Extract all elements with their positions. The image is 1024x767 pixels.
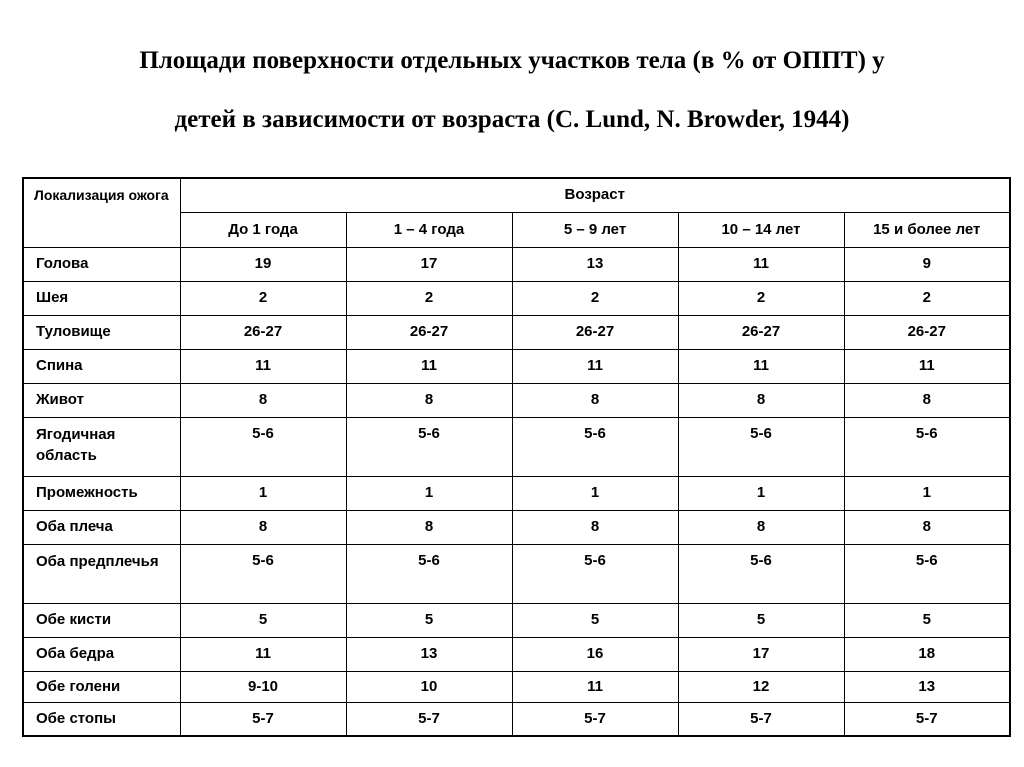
age-column-header: 5 – 9 лет [512,212,678,247]
table-cell: 11 [346,349,512,383]
table-cell: 13 [512,247,678,281]
row-label: Оба плеча [23,510,180,544]
table-cell: 13 [346,637,512,671]
table-cell: 5-6 [512,417,678,476]
age-group-header: Возраст [180,178,1010,212]
table-cell: 5-6 [678,544,844,603]
table-cell: 2 [512,281,678,315]
table-cell: 8 [678,383,844,417]
table-cell: 5 [346,603,512,637]
table-cell: 26-27 [346,315,512,349]
table-cell: 5 [844,603,1010,637]
age-column-header: 10 – 14 лет [678,212,844,247]
table-cell: 19 [180,247,346,281]
table-row [23,544,1010,603]
row-label: Живот [23,383,180,417]
age-column-header: 15 и более лет [844,212,1010,247]
table-cell: 5-7 [180,702,346,736]
table-cell: 8 [678,510,844,544]
table-cell: 16 [512,637,678,671]
row-label: Спина [23,349,180,383]
table-cell: 11 [678,349,844,383]
table-cell: 26-27 [512,315,678,349]
table-cell: 18 [844,637,1010,671]
table-cell: 11 [512,349,678,383]
table-cell: 5-7 [678,702,844,736]
table-row [23,603,1010,637]
table-cell: 8 [844,510,1010,544]
table-cell: 1 [678,476,844,510]
table-cell: 5 [678,603,844,637]
table-cell: 5-7 [346,702,512,736]
table-cell: 8 [346,383,512,417]
table-row [23,671,1010,702]
table-cell: 17 [346,247,512,281]
table-cell: 5 [512,603,678,637]
table-cell: 17 [678,637,844,671]
table-cell: 11 [180,637,346,671]
row-label: Шея [23,281,180,315]
row-label: Оба предплечья [23,544,180,603]
table-cell: 2 [346,281,512,315]
page-title-line-2: детей в зависимости от возраста (C. Lund, N. Browder, 1944) [174,106,850,133]
table-cell: 13 [844,671,1010,702]
table-cell: 5-7 [512,702,678,736]
table-cell: 5-7 [844,702,1010,736]
row-label: Туловище [23,315,180,349]
table-cell: 8 [512,383,678,417]
table-cell: 5-6 [346,417,512,476]
table-cell: 10 [346,671,512,702]
table-row [23,510,1010,544]
table-cell: 1 [180,476,346,510]
table-cell: 5-6 [844,417,1010,476]
age-column-header: 1 – 4 года [346,212,512,247]
table-cell: 5-6 [512,544,678,603]
table-cell: 8 [180,383,346,417]
row-label: Оба бедра [23,637,180,671]
table-cell: 8 [512,510,678,544]
row-label: Обе кисти [23,603,180,637]
table-cell: 1 [844,476,1010,510]
table-row [23,476,1010,510]
table-cell: 5-6 [844,544,1010,603]
page-title-line-1: Площади поверхности отдельных участков тела (в % от ОППТ) у [139,47,885,74]
table-row [23,315,1010,349]
row-label: Обе стопы [23,702,180,736]
body-surface-area-table [22,177,1011,737]
table-cell: 5-6 [678,417,844,476]
table-cell: 2 [844,281,1010,315]
row-label: Ягодичная область [23,417,180,476]
table-cell: 11 [678,247,844,281]
age-column-header: До 1 года [180,212,346,247]
table-cell: 11 [180,349,346,383]
table-row [23,281,1010,315]
table-cell: 8 [346,510,512,544]
table-cell: 26-27 [180,315,346,349]
table-row [23,417,1010,476]
row-label: Промежность [23,476,180,510]
table-cell: 8 [844,383,1010,417]
table-cell: 2 [678,281,844,315]
table-cell: 26-27 [844,315,1010,349]
table-cell: 5-6 [180,417,346,476]
table-cell: 2 [180,281,346,315]
table-cell: 1 [512,476,678,510]
table-cell: 5 [180,603,346,637]
table-row [23,349,1010,383]
location-column-header: Локализация ожога [23,178,180,247]
table-cell: 26-27 [678,315,844,349]
table-row [23,702,1010,736]
table-cell: 9-10 [180,671,346,702]
table-cell: 12 [678,671,844,702]
table-cell: 5-6 [346,544,512,603]
row-label: Голова [23,247,180,281]
table-row [23,247,1010,281]
table-row [23,637,1010,671]
table-cell: 5-6 [180,544,346,603]
row-label: Обе голени [23,671,180,702]
table-cell: 8 [180,510,346,544]
table-row [23,383,1010,417]
table-cell: 11 [844,349,1010,383]
table-cell: 1 [346,476,512,510]
table-cell: 11 [512,671,678,702]
table-cell: 9 [844,247,1010,281]
